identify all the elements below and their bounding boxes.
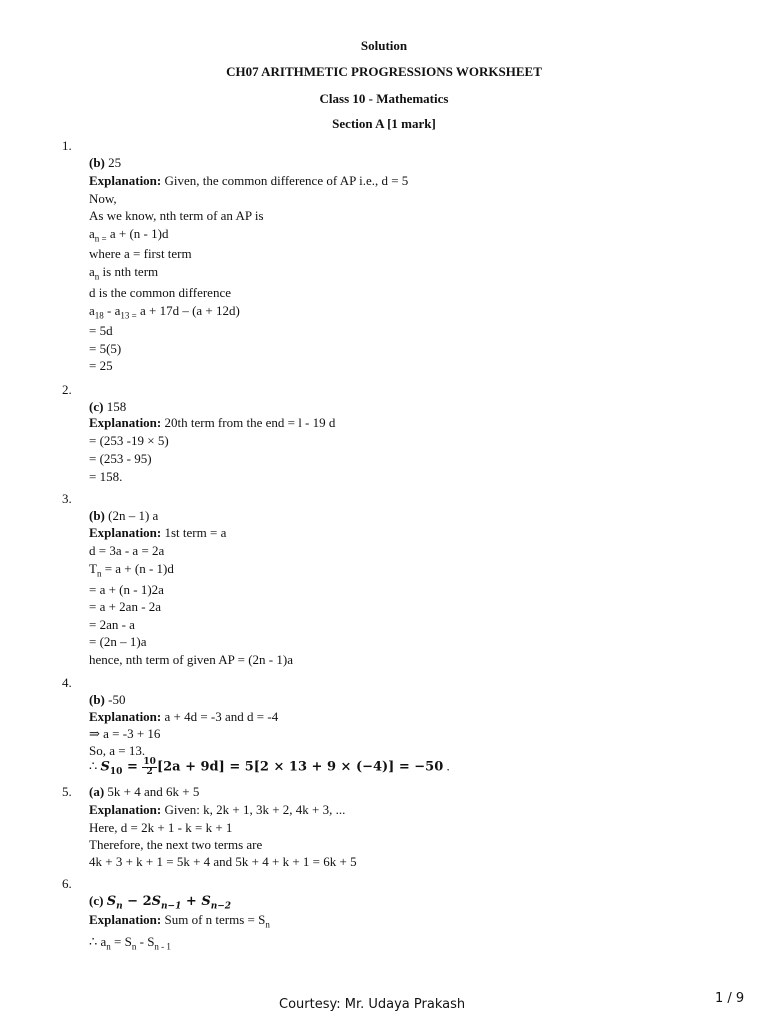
- answer-line: [89, 784, 199, 800]
- answer-option: (b): [89, 155, 105, 170]
- answer-option: (a): [89, 784, 105, 799]
- worksheet-title: CH07 ARITHMETIC PROGRESSIONS WORKSHEET: [226, 64, 542, 79]
- formula-line: $T_n = a + (n - 1)d$: [89, 561, 174, 579]
- sum-formula: ∴ $S_{10}$ = $\frac{10}{2}$ [2a + 9d] = 5[2 × 13 + 9 × (−4)] = −50 .: [89, 757, 450, 778]
- question-number: 5.: [62, 784, 72, 799]
- solution-step: Therefore, the next two terms are: [89, 837, 263, 852]
- formula-line: $a_{18} - a_{13 =}$ a + 17d – (a + 12d): [89, 303, 240, 321]
- solution-step: ⇒ a = -3 + 16: [89, 726, 161, 741]
- formula-line: $a_{n =}$ a + (n - 1)d: [89, 226, 169, 244]
- answer-value: 5k + 4 and 6k + 5: [107, 784, 200, 799]
- solution-step: So, a = 13.: [89, 743, 146, 758]
- formula-line: $a_n$ is nth term: [89, 264, 159, 282]
- answer-option: (b): [89, 692, 105, 707]
- explanation-text: Given: k, 2k + 1, 3k + 2, 4k + 3, ...: [164, 802, 346, 817]
- answer-option: (c): [89, 893, 104, 908]
- solution-step: where a = first term: [89, 246, 192, 261]
- question-number: 2.: [62, 382, 72, 397]
- solution-step: As we know, nth term of an AP is: [89, 208, 264, 223]
- answer-option: (b): [89, 508, 105, 523]
- question-number: 1.: [62, 138, 72, 153]
- explanation-text: 1st term = a: [164, 525, 227, 540]
- solution-step: = (253 -19 × 5): [89, 433, 169, 448]
- page-heading-solution: Solution: [360, 38, 408, 53]
- solution-step: d = 3a - a = 2a: [89, 543, 165, 558]
- explanation-label: Explanation:: [89, 802, 162, 817]
- section-title: Section A [1 mark]: [332, 116, 436, 131]
- answer-value: 25: [108, 155, 122, 170]
- explanation-label: Explanation:: [89, 173, 162, 188]
- explanation-label: Explanation:: [89, 709, 162, 724]
- explanation-line: [89, 525, 226, 541]
- solution-step: = 5d: [89, 323, 113, 338]
- solution-step: = 158.: [89, 469, 123, 484]
- solution-step: Now,: [89, 191, 117, 206]
- solution-step: 4k + 3 + k + 1 = 5k + 4 and 5k + 4 + k + 1 = 6k + 5: [89, 854, 357, 869]
- answer-option: (c): [89, 399, 104, 414]
- page-number: 1 / 9: [715, 991, 745, 1006]
- question-number: 4.: [62, 675, 72, 690]
- solution-step: = 25: [89, 358, 113, 373]
- answer-value: 158: [106, 399, 127, 414]
- answer-line: [89, 399, 126, 415]
- explanation-line: [89, 415, 335, 431]
- solution-step: Here, d = 2k + 1 - k = k + 1: [89, 820, 233, 835]
- explanation-label: Explanation:: [89, 912, 162, 927]
- explanation-text: Sum of n terms = S: [164, 912, 266, 927]
- answer-line: [89, 508, 158, 524]
- solution-step: = (253 - 95): [89, 451, 152, 466]
- solution-step: = (2n – 1)a: [89, 634, 147, 649]
- explanation-line: [89, 802, 345, 818]
- explanation-line: [89, 173, 408, 189]
- solution-step: = a + (n - 1)2a: [89, 582, 164, 597]
- solution-step: hence, nth term of given AP = (2n - 1)a: [89, 652, 293, 667]
- answer-line: (c) $S_n - 2S_{n-1} + S_{n-2}$: [89, 893, 232, 912]
- solution-step: d is the common difference: [89, 285, 231, 300]
- answer-line: [89, 692, 125, 708]
- formula-line: ∴ $a_n = S_n - S_{n - 1}$: [89, 934, 171, 952]
- explanation-label: Explanation:: [89, 415, 162, 430]
- explanation-text: Given, the common difference of AP i.e., d = 5: [164, 173, 409, 188]
- fraction: $\frac{10}{2}$: [143, 757, 156, 777]
- explanation-text: a + 4d = -3 and d = -4: [164, 709, 279, 724]
- solution-step: = a + 2an - 2a: [89, 599, 162, 614]
- solution-step: = 5(5): [89, 341, 122, 356]
- solution-step: = 2an - a: [89, 617, 135, 632]
- explanation-line: Explanation: Sum of n terms = $S_n$: [89, 912, 270, 930]
- explanation-line: [89, 709, 278, 725]
- answer-value: -50: [108, 692, 126, 707]
- answer-line: [89, 155, 121, 171]
- explanation-text: 20th term from the end = l - 19 d: [164, 415, 336, 430]
- footer-courtesy: Courtesy: Mr. Udaya Prakash: [279, 997, 466, 1012]
- question-number: 6.: [62, 876, 72, 891]
- question-number: 3.: [62, 491, 72, 506]
- class-subtitle: Class 10 - Mathematics: [319, 91, 449, 106]
- explanation-label: Explanation:: [89, 525, 162, 540]
- answer-value: (2n – 1) a: [108, 508, 159, 523]
